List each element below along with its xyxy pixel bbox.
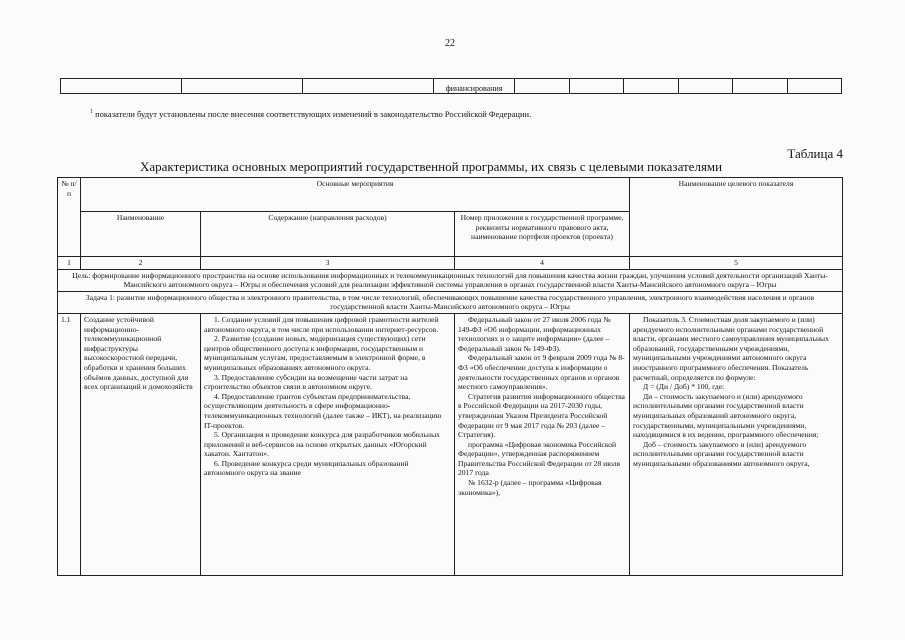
table-label: Таблица 4 bbox=[787, 146, 843, 161]
row-name: Создание устойчивой информационно-телекоммуникационной инфраструктуры высокоскоростной передачи, обработки и хранения больших объёмов данных, доступной для всех организаций и домохозяйств bbox=[81, 313, 201, 575]
continuation-table bbox=[60, 78, 842, 94]
appendix-item: Федеральный закон от 27 июля 2006 года № 149-ФЗ «Об информации, информационных технологиях и о защите информации» (далее – Федеральный закон № 149-ФЗ). bbox=[458, 314, 611, 353]
col-number: 2 bbox=[81, 257, 201, 270]
empty-cell bbox=[61, 79, 182, 94]
content-item: 5. Организация и проведение конкурса для разработчиков мобильных приложений и веб-сервисов на основе открытых данных «Югорский хакатон. Хантатон». bbox=[204, 430, 440, 459]
content-item: 4. Предоставление грантов субъектам предпринимательства, осуществляющим деятельность в сфере информационно-телекоммуникационных технологий (далее также – ИКТ), на реализацию IT-проектов. bbox=[204, 391, 442, 430]
empty-cell bbox=[678, 79, 733, 94]
empty-cell bbox=[624, 79, 679, 94]
empty-cell bbox=[303, 79, 434, 94]
header-num: № п/п bbox=[58, 178, 81, 257]
financing-cell: финансирования bbox=[434, 79, 515, 94]
row-indicator bbox=[630, 313, 843, 575]
goal-row: Цель: формирование информационного пространства на основе использования информационных и телекоммуникационных технологий для повышения качества жизни граждан, улучшения условий деятельности организаций Ханты-Мансийского автономного округа – Югры и обеспечения условий для реализации эффективной системы управления в органах государственной власти Ханты-Мансийского автономного округа – Югры bbox=[58, 269, 843, 291]
row-appendix bbox=[455, 313, 630, 575]
col-number: 3 bbox=[201, 257, 455, 270]
measures-table bbox=[57, 177, 843, 576]
appendix-item: Стратегия развития информационного общества в Российской Федерации на 2017-2030 годы, утвержденная Указом Президента Российской Федерации от 9 мая 2017 года № 203 (далее – Стратегия). bbox=[458, 391, 625, 440]
indicator-item: Д = (Ди / Доб) * 100, где: bbox=[643, 382, 725, 392]
appendix-item: программа «Цифровая экономика Российской Федерации», утвержденная распоряжением Правительства Российской Федерации от 28 июля 2017 года bbox=[458, 439, 621, 478]
indicator-item: Доб – стоимость закупаемого и (или) арендуемого исполнительными органами государственной власти муниципальными образованиями автономного округа, bbox=[633, 439, 810, 468]
header-name: Наименование bbox=[81, 212, 201, 257]
footnote-text: показатели будут установлены после внесения соответствующих изменений в законодательство Российской Федерации. bbox=[93, 109, 532, 119]
header-main-measures: Основные мероприятия bbox=[81, 178, 630, 212]
task-row: Задача 1: развитие информационного общества и электронного правительства, в том числе технологий, обеспечивающих повышение качества государственного управления, электронного взаимодействия населения и органов государственной власти Ханты-Мансийского автономного округа – Югры bbox=[58, 291, 843, 313]
row-content bbox=[201, 313, 455, 575]
appendix-item: Федеральный закон от 9 февраля 2009 года № 8-ФЗ «Об обеспечении доступа к информации о деятельности государственных органов и органов местного самоуправления». bbox=[458, 353, 625, 392]
indicator-item: Показатель 3. Стоимостная доля закупаемого и (или) арендуемого исполнительными органами государственной власти, органами местного самоуправления муниципальных образований, государственными учреждениями, муниципальными учреждениями автономного округа иностранного программного обеспечения. Показатель расчетный, определяется по формуле: bbox=[633, 314, 829, 382]
empty-cell bbox=[515, 79, 570, 94]
footnote bbox=[90, 109, 531, 119]
content-item: 6. Проведение конкурса среди муниципальных образований автономного округа на звание bbox=[204, 458, 409, 478]
col-number: 1 bbox=[58, 257, 81, 270]
col-number: 4 bbox=[455, 257, 630, 270]
header-content: Содержание (направления расходов) bbox=[201, 212, 455, 257]
content-item: 1. Создание условий для повышения цифровой грамотности жителей автономного округа, в том числе при использовании интернет-ресурсов. bbox=[204, 314, 439, 334]
footnote-marker: 1 bbox=[90, 109, 93, 116]
empty-cell bbox=[733, 79, 788, 94]
empty-cell bbox=[787, 79, 842, 94]
content-item: 2. Развитие (создание новых, модернизация существующих) сети центров общественного доступа к информации, государственным и муниципальным услугам, предоставляемым в электронной форме, в муниципальных образованиях автономного округа. bbox=[204, 334, 426, 372]
table-title: Характеристика основных мероприятий государственной программы, их связь с целевыми показателями bbox=[140, 159, 723, 174]
indicator-item: Ди – стоимость закупаемого и (или) арендуемого исполнительными органами государственной власти муниципальных образований автономного округа, государственными, муниципальными учреждениями, находящимися в их ведении, программного обеспечения; bbox=[633, 391, 819, 440]
empty-cell bbox=[569, 79, 624, 94]
empty-cell bbox=[182, 79, 303, 94]
row-num: 1.1 bbox=[58, 313, 81, 575]
col-number: 5 bbox=[630, 257, 843, 270]
header-indicator-name: Наименование целевого показателя bbox=[630, 178, 843, 257]
appendix-item: № 1632-р (далее – программа «Цифровая экономика»), bbox=[458, 478, 602, 497]
page-number: 22 bbox=[445, 38, 455, 49]
header-appendix: Номер приложения к государственной программе, реквизиты нормативного правового акта, наименование портфеля проектов (проекта) bbox=[455, 212, 630, 257]
content-item: 3. Предоставление субсидии на возмещение части затрат на строительство объектов связи в автономном округе. bbox=[204, 372, 408, 392]
